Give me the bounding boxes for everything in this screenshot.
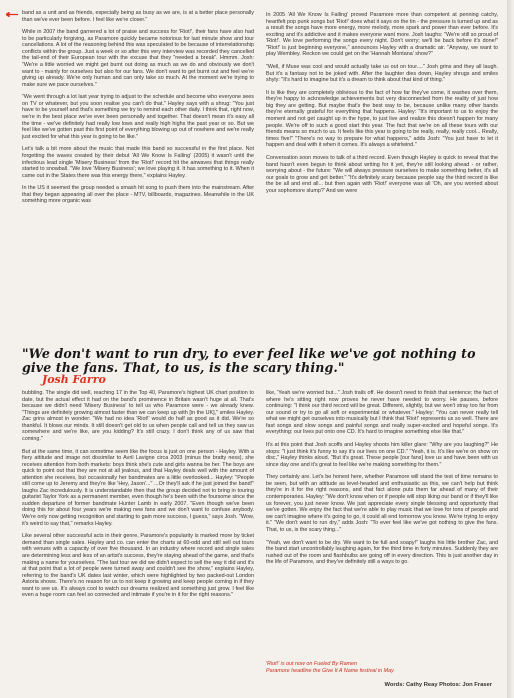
paragraph: In 2005 'All We Know Is Falling' proved Paramore more than competent at penning catchy, heartfelt pop punk songs but 'Riot!' does what it says on the tin - the pressure is turned up and as a result the songs have more energy, more melody, more spark and power than ever before. It's exciting and it's addictive and it makes everyone want more. Josh laughs: "We're still so proud of 'Riot!'. We love performing the songs every night. Don't worry; we'll be back before it's done!" "Riot!' is just beginning everyone," announces Hayley with a dramatic air. "Anyway, we want to play Wembley. Reckon we could get on the 'Hannah Montana' show?" <box>266 12 498 58</box>
caption: Paramore headline the Give It A Name festival in May <box>266 667 394 674</box>
paragraph: In the US it seemed the group needed a smash hit song to push them into the mainstream. After that they began appearing all over the place - MTV, billboards, magazines. Meanwhile in the UK something more organic was <box>22 185 254 205</box>
paragraph: It is like they are completely oblivious to the fact of how far they've come, it washes over them, they're happy to acknowledge achievements but very disconnected from the reality of just how big they are getting. But maybe that's the best way to be, because unlike many other bands they're eternally grateful for everything that happens. Hayley: "It's important to us to enjoy the moment and not get caught up in the hype, to just live and realize this doesn't happen for many people. We're off to such a good start this year. The fact that we're on all these tours with our friends means so much to us. It feels like this year is going to be really, really, really cool... Really, times five!" "There's no way to prepare for what happens," adds Josh: "You just have to let it happen and deal with it when it comes. It's always a whirlwind." <box>266 89 498 149</box>
paragraph: bubbling. The single did well, reaching 17 in the Top 40, Paramore's highest UK chart position to date, but the actual effect it had on the band's prominence in Britain wasn't huge at all. That's because we didn't need 'Misery Business' to tell us who Paramore were - we already knew. "Things are definitely growing almost faster than we can keep up with [in the UK]," smiles Hayley. Zac grins almost in wonder: "We had no idea 'Riot!' would do half as good as it did. We're so thankful. It blows our minds. It still doesn't get old to us when people call and tell us they saw us somewhere and we're like, are you kidding? It's still crazy. I don't think any of us saw that coming." <box>22 390 254 442</box>
paragraph: band as a unit and as friends, especially being as busy as we are, is at a better place personally than we've ever been before. I feel like we're closer." <box>22 10 254 23</box>
article-column-right-bottom <box>266 390 498 566</box>
paragraph: "Well, if Muse was cool and would actually take us out on tour...." Josh grins and they all laugh. But it's a fantasy not to be joked with. After the laughter dies down, Hayley shrugs and smiles shyly: "It's hard to imagine but it's a dream to think about that kind of thing." <box>266 64 498 84</box>
pull-quote-author: Josh Farro <box>42 373 106 386</box>
page-edge <box>507 0 514 698</box>
paragraph: Let's talk a bit more about the music that made this band so successful in the first place. Not forgetting the waves created by their debut 'All We Know Is Falling' (2005) it wasn't until the infectious lead single 'Misery Business' from the 'Riot!' record hit the airwaves that things really started to snowball. "We love 'Misery Business'; we love playing it. It has something to it. When it came out in the States there was this energy there," explains Hayley. <box>22 146 254 179</box>
photo-captions <box>266 661 394 674</box>
paragraph: While in 2007 the band garnered a lot of praise and success for 'Riot!', their fans have also had to be particularly forgiving, as Paramore quickly became notorious for last minute show and tour cancellations. A lot of the reasoning behind this was speculated to be because of interrelationship conflicts within the group. Just a week or so after this very interview was recorded they cancelled the tail-end of their European tour with the excuse that they "needed a break". Hmmm. Josh: "We're a little worried we might get burnt out doing as much as we do and obviously we don't want to - mainly for ourselves but also for our fans. We don't want to get burnt out and feel we're giving up already. We're only human and can only take so much. At the moment we're trying to make sure we pace ourselves." <box>22 29 254 88</box>
paragraph: Like several other successful acts in their genre, Paramore's popularity is marked more by ticket demand than single sales. Hayley and co. can enter the charts at 60-odd and still sell out tours with venues with a capacity of over five thousand. In an industry where record and single sales are determining less and less of an artist's success, they're staying ahead of the game, and that's making a name for yourselves. "The last tour we did we didn't expect to sell the way it did and it's at that point that a lot of people were turned away and couldn't see the show," explains Hayley, referring to the band's UK dates last winter, which were highlighted by two packed-out London Astoria shows. There's no reason for us to not keep it growing and keep people coming in if they want to see us. It's always cool to watch our dreams realized and something just grow. I feel like even a huge room can feel so connected and intimate if you're in it for the right reasons." <box>22 533 254 599</box>
pull-quote: "We don't want to run dry, to ever feel like we've got nothing to give the fans. That, to us, is the scary thing." <box>22 346 476 375</box>
paragraph: But at the same time, it can sometime seem like the focus is just on one person - Hayley. With a fiery attitude and image not dissimilar to Avril Lavigne circa 2003 (minus the bratty ness), she receives attention from both markets: boys think she's cute and girls wanna be her. The boys are quick to point out that they are not at all jealous, and that Hayley deals well with the amount of attention she receives, but occasionally her bandmates are a little overlooked... Hayley: "People still come up to Jeremy and they're like 'Hey, Jason'..." ...Or they'll ask if he just joined the band!" laughs Zac incredulously. It is understandable then that the group decided not to bring in touring guitarist Taylor York as a permanent member, even though he's been with the foursome since the sudden departure of former bandmate Hunter Lamb in early 2007. "Even though we've been doing this for about four years we're making new fans and we don't want to confuse anybody. We're only now getting recognition and starting to gain more success, I guess," says Josh. "Wow, it's weird to say that," remarks Hayley. <box>22 448 254 527</box>
paragraph: They certainly are. Let's be honest here, whether Paramore will stand the test of time remains to be seen, but with an attitude as level-headed and enthusiastic as this, we can't help but think they're in it for the right reasons, and that fact alone puts them far ahead of many of their contemporaries. Hayley: "We don't know when or if people will stop liking our band or if they'll like us forever, you just never know. We just appreciate every single blessing and opportunity that we've gotten. We enjoy the fact that we're able to play music that we love for tons of people and we can't imagine where it's going to go, it could all end tomorrow you know. We're trying to enjoy it." "We don't want to run dry," adds Josh: "To ever feel like we've got nothing to give the fans. That, to us, is the scary thing..." <box>266 474 498 533</box>
caption: 'Riot!' is out now on Fueled By Ramen <box>266 661 358 667</box>
paragraph: Conversation soon moves to talk of a third record. Even though Hayley is quick to reveal that the band hasn't even begun to think about writing for it yet, they're still looking ahead - or rather, worrying about - the future: "We will always pressure ourselves to make something better, it's all our goals to grow and get better." "It's definitely scary because people say the third record is like the be all and end all... but then again with 'Riot!' everyone was all 'Oh, are you worried about your sophomore slump?' And we were <box>266 154 498 194</box>
arrow-icon <box>6 12 18 17</box>
paragraph: like, 'Yeah we're worried but..." Josh trails off. He doesn't need to finish that sentence; the fact of where he's sitting right now proves he never have needed to worry. He pauses, before continuing: "I think our third record will be great. Different, slightly, but we won't stray too far from our sound or try to go all soft or experimental or whatever." Hayley: "You can never really tell what we might get ourselves into musically but I think that 'Riot!' represents us so well. There are fast songs and slow songs and painful songs and really super-excited and hopeful songs. It's everything: our lives put onto one CD. It's hard to imagine something else like that." <box>266 390 498 436</box>
paragraph: It's at this point that Josh scoffs and Hayley shoots him killer glare: "Why are you laughing?" He stops: "I just think it's funny to say it's our lives on one CD." "Yeah, it is. It's like we're on show on disc," Hayley thinks aloud. "But it's great. These people [our fans] love us and have been with us since day one and it's great to feel like we're making something for them." <box>266 442 498 468</box>
paragraph: "Yeah, we don't want to be dry. We want to be full and soapy!" laughs his little brother Zac, and the band start uncontrollably laughing again, for the third time in forty minutes. Suddenly they are rushed out of the room and flashbulbs are going off in every direction. This is just another day in the life of Paramore, and they've definitely still a ways to go. <box>266 539 498 566</box>
credits: Words: Cathy Reay Photos: Jon Fraser <box>384 682 492 688</box>
article-column-left-top <box>22 10 254 205</box>
article-column-left-bottom <box>22 390 254 599</box>
article-column-right-top <box>266 12 498 194</box>
paragraph: "We went through a lot last year trying to adjust to the schedule and become who everyone sees on TV or whatever, but you soon realise you can't do that." Hayley says with a shrug: "You just have to be yourself and that's something we try to remind each other daily. I think that, right now, we're in the best place we've ever been personally and together. That doesn't mean it's easy all the time - we've definitely had really low lows and really high highs the past year or so. But we feel like we've gotten past this first point of everything blowing up out of nowhere and we're really just excited for what this year is going to be like." <box>22 94 254 140</box>
